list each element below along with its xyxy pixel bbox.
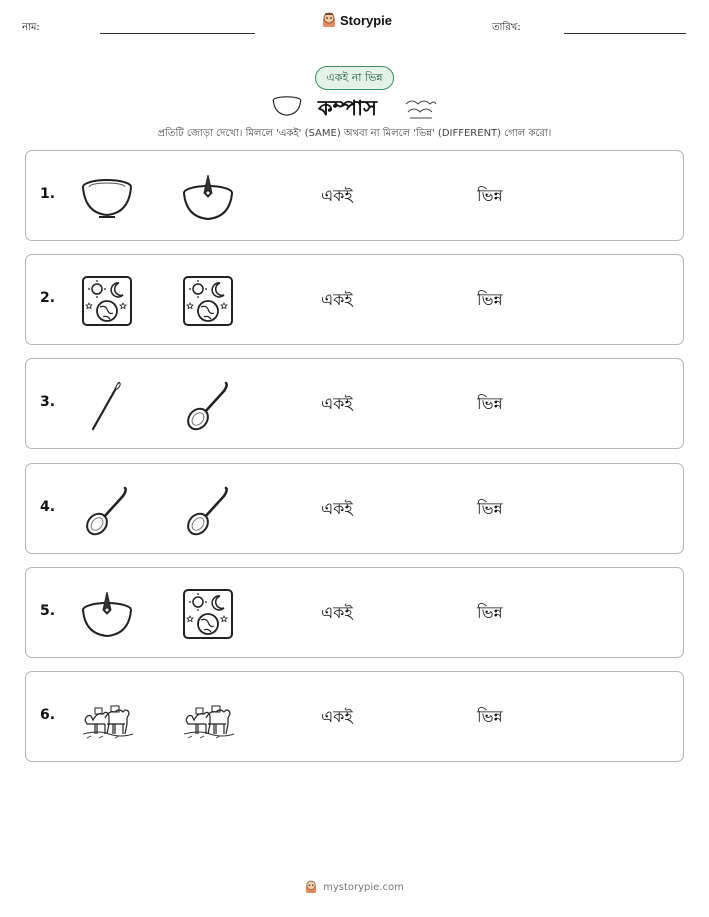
storypie-mascot-icon [305, 880, 317, 894]
title-row [0, 92, 709, 122]
spoon-icon [180, 482, 236, 538]
instructions: প্রতিটি জোড়া দেখো। মিললে 'একই' (SAME) অথবা না মিললে 'ভিন্ন' (DIFFERENT) গোল করো। [157, 128, 552, 139]
spoon-icon [180, 377, 236, 433]
option-same[interactable]: একই [321, 290, 353, 309]
name-field[interactable] [100, 33, 255, 34]
question-number: 6. [40, 707, 56, 723]
bowl-icon [79, 169, 135, 225]
option-same[interactable]: একই [321, 603, 353, 622]
page-title: কম্পাস [318, 96, 377, 120]
option-same[interactable]: একই [321, 499, 353, 518]
worksheet-type-badge: একই না ভিন্ন [315, 66, 394, 90]
option-different[interactable]: ভিন্ন [477, 186, 503, 205]
sky-earth-icon [180, 586, 236, 642]
storypie-mascot-icon [322, 12, 336, 28]
date-field[interactable] [564, 33, 686, 34]
question-number: 2. [40, 290, 56, 306]
question-card [25, 358, 684, 449]
question-card [25, 150, 684, 241]
camels-icon [79, 690, 135, 746]
footer [0, 880, 709, 894]
question-number: 5. [40, 603, 56, 619]
question-number: 1. [40, 186, 56, 202]
camels-icon [180, 690, 236, 746]
option-different[interactable]: ভিন্ন [477, 290, 503, 309]
question-card [25, 671, 684, 762]
option-same[interactable]: একই [321, 186, 353, 205]
sky-earth-icon [79, 273, 135, 329]
spoon-icon [79, 482, 135, 538]
question-number: 3. [40, 394, 56, 410]
name-label: নাম: [22, 22, 40, 33]
decorative-doodle-icon [404, 96, 438, 120]
footer-url[interactable]: mystorypie.com [323, 881, 404, 893]
option-same[interactable]: একই [321, 394, 353, 413]
brand-name: Storypie [340, 12, 393, 28]
bowl-icon [271, 94, 303, 118]
question-card [25, 463, 684, 554]
option-different[interactable]: ভিন্ন [477, 499, 503, 518]
question-card [25, 254, 684, 345]
option-different[interactable]: ভিন্ন [477, 394, 503, 413]
option-same[interactable]: একই [321, 707, 353, 726]
sky-earth-icon [180, 273, 236, 329]
date-label: তারিখ: [492, 22, 521, 33]
compass-icon [180, 169, 236, 225]
needle-icon [79, 377, 135, 433]
option-different[interactable]: ভিন্ন [477, 603, 503, 622]
question-card [25, 567, 684, 658]
compass-icon [79, 586, 135, 642]
question-number: 4. [40, 499, 56, 515]
brand-logo [322, 12, 392, 28]
option-different[interactable]: ভিন্ন [477, 707, 503, 726]
